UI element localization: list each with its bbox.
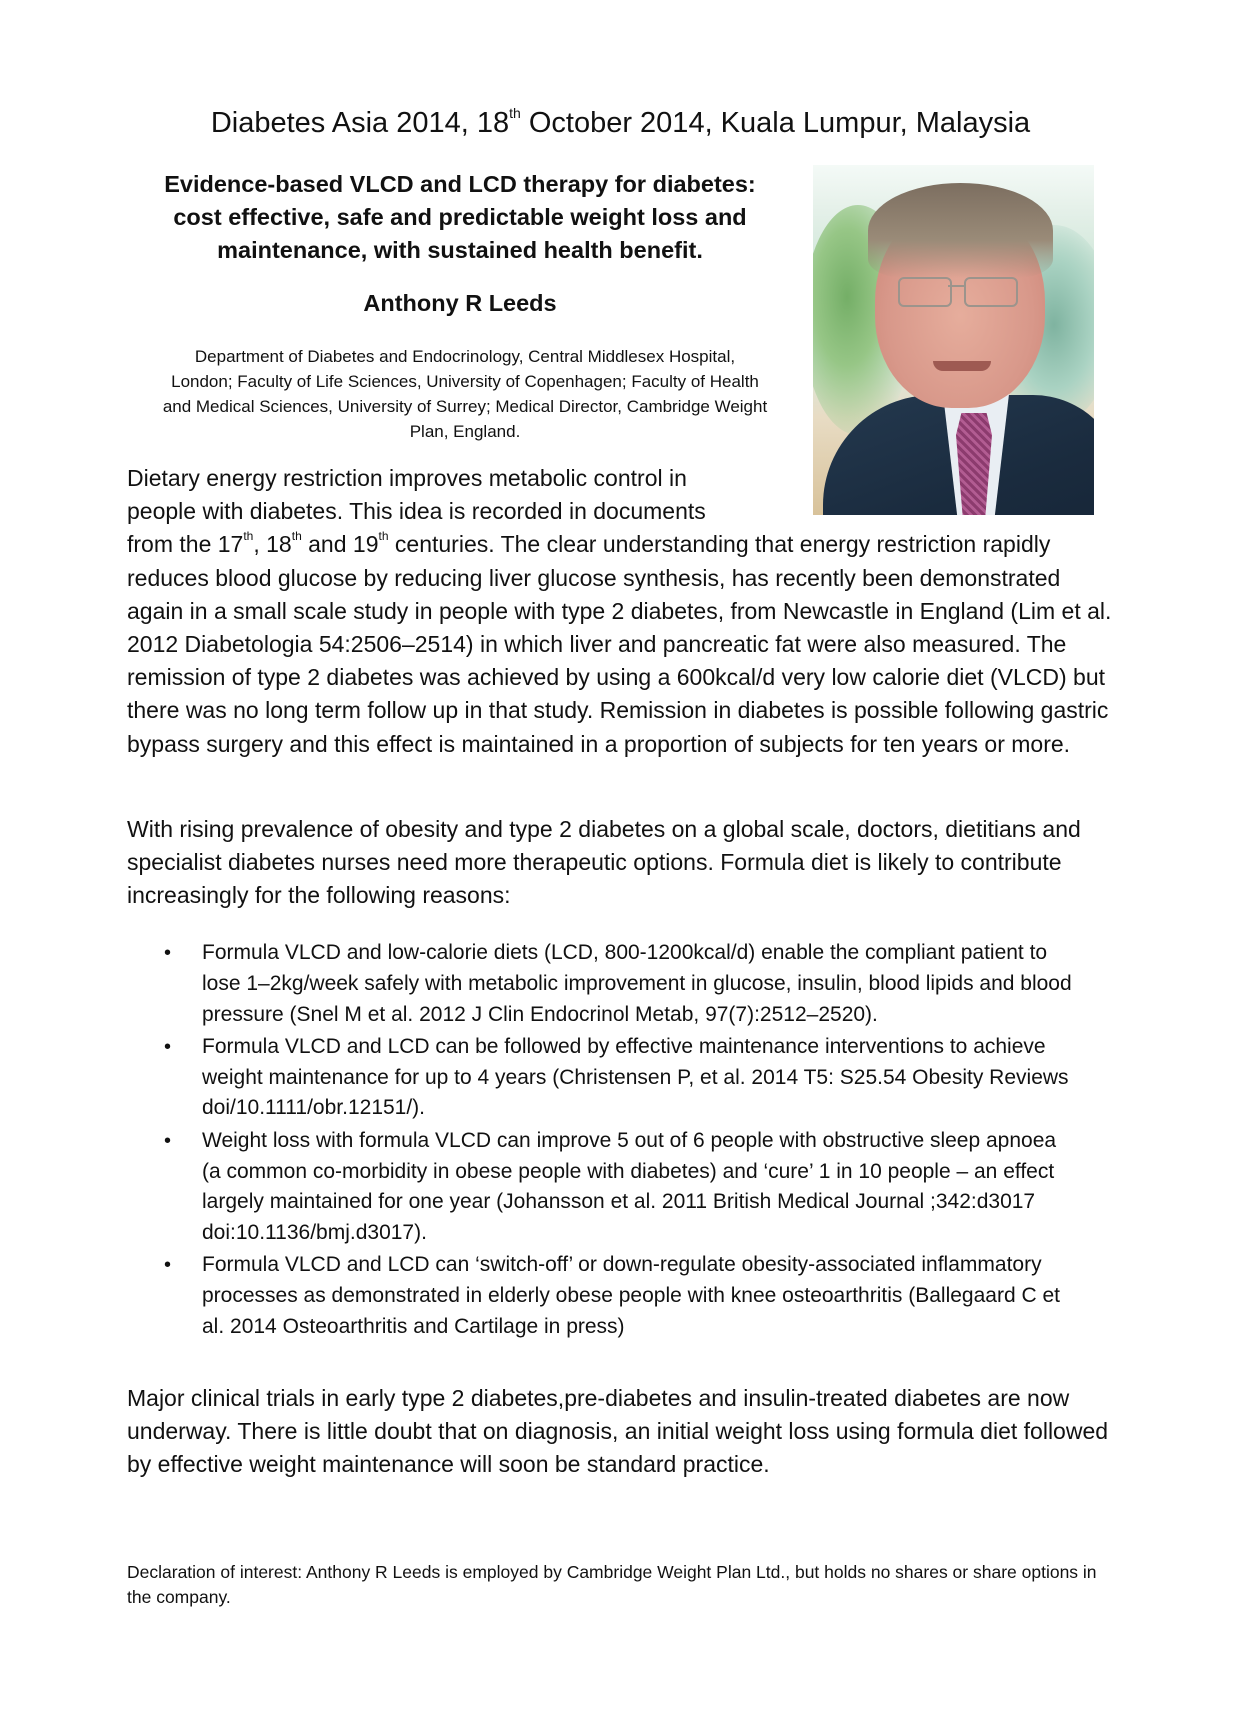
reasons-list	[160, 938, 1080, 1344]
list-item	[160, 1250, 1080, 1342]
list-item-text: Formula VLCD and LCD can ‘switch-off’ or down-regulate obesity-associated inflammatory processes as demonstrated in elderly obese people with knee osteoarthritis (Ballegaard C et al. 2014 Osteoarthritis and Cartilage in press)	[202, 1253, 1060, 1339]
ordinal-suffix: th	[378, 529, 389, 544]
paragraph-line	[127, 531, 976, 557]
paragraph-line: people with diabetes. This idea is recorded in documents	[127, 498, 706, 525]
paper-title	[120, 168, 800, 267]
bullet-icon: •	[164, 1035, 172, 1058]
paragraph-reasons-intro: With rising prevalence of obesity and type 2 diabetes on a global scale, doctors, dietitians and specialist diabetes nurses need more therapeutic options. Formula diet is likely to contribute increasingly for the following reasons:	[127, 816, 1081, 909]
paragraph-conclusion: Major clinical trials in early type 2 diabetes,pre-diabetes and insulin-treated diabetes are now underway. There is little doubt that on diagnosis, an initial weight loss using formula diet followed by effective weight maintenance will soon be standard practice.	[127, 1385, 1109, 1478]
paragraph-intro	[127, 462, 1117, 761]
list-item	[160, 1126, 1080, 1249]
author-affiliation	[120, 344, 810, 444]
conference-header-text-2: October 2014, Kuala Lumpur, Malaysia	[520, 107, 1031, 139]
ordinal-suffix: th	[243, 529, 254, 544]
author-name: Anthony R Leeds	[363, 290, 557, 316]
photo-mouth	[933, 361, 991, 371]
paper-title-line: cost effective, safe and predictable weight loss and	[173, 204, 747, 230]
bullet-icon: •	[164, 942, 172, 964]
glasses-icon	[898, 277, 1018, 307]
affiliation-line: Plan, England.	[409, 422, 521, 441]
paper-title-line: maintenance, with sustained health benefit.	[217, 237, 703, 263]
text-run: centuries. The clear understanding that energy restriction	[388, 531, 977, 558]
text-run: from the 17	[127, 531, 244, 558]
text-run: , 18	[253, 531, 292, 558]
list-item	[160, 1032, 1080, 1124]
list-item-text: Weight loss with formula VLCD can improve 5 out of 6 people with obstructive sleep apnoea (a common co-morbidity in obese people with diabetes) and ‘cure’ 1 in 10 people – an effect largely maintained for one year (Johansson et al. 2011 British Medical Journal ;342:d3017 doi:10.1136/bmj.d3017).	[202, 1128, 1057, 1245]
conference-header	[0, 107, 1241, 140]
list-item-text: Formula VLCD and low-calorie diets (LCD, 800-1200kcal/d) enable the compliant patient to lose 1–2kg/week safely with metabolic improvement in glucose, insulin, blood lipids and blood pressure (Snel M et al. 2012 J Clin Endocrinol Metab, 97(7):2512–2520).	[202, 941, 1072, 1026]
bullet-icon: •	[164, 1254, 172, 1277]
text-run: and 19	[301, 531, 379, 558]
conference-header-text: Diabetes Asia 2014, 18	[210, 107, 510, 139]
affiliation-line: Department of Diabetes and Endocrinology, Central Middlesex Hospital,	[194, 347, 736, 366]
list-item-text: Formula VLCD and LCD can be followed by effective maintenance interventions to achieve weight maintenance for up to 4 years (Christensen P, et al. 2014 T5: S25.54 Obesity Reviews doi/10.1111/obr.12151/).	[202, 1034, 1069, 1120]
list-item	[160, 938, 1080, 1030]
paper-title-line: Evidence-based VLCD and LCD therapy for diabetes:	[164, 171, 756, 197]
affiliation-line: London; Faculty of Life Sciences, University of Copenhagen; Faculty of Health	[171, 372, 759, 391]
bullet-icon: •	[164, 1129, 172, 1152]
declaration-of-interest: Declaration of interest: Anthony R Leeds is employed by Cambridge Weight Plan Ltd., but holds no shares or share options in the company.	[127, 1562, 1097, 1607]
paragraph-text: rapidly reduces blood glucose by reducing liver glucose synthesis, has recently been demonstrated again in a small scale study in people with type 2 diabetes, from Newcastle in England (Lim et al. 2012 Diabetologia 54:2506–2514) in which liver and pancreatic fat were also measured. The remission of type 2 diabetes was achieved by using a 600kcal/d very low calorie diet (VLCD) but there was no long term follow up in that study. Remission in diabetes is possible following gastric bypass surgery and this effect is maintained in a proportion of subjects for ten years or more.	[127, 531, 1112, 757]
ordinal-suffix: th	[509, 105, 521, 121]
paragraph-line: Dietary energy restriction improves metabolic control in	[127, 465, 687, 491]
photo-hair	[868, 183, 1053, 278]
ordinal-suffix: th	[291, 529, 302, 544]
affiliation-line: and Medical Sciences, University of Surrey; Medical Director, Cambridge Weight	[162, 397, 768, 416]
